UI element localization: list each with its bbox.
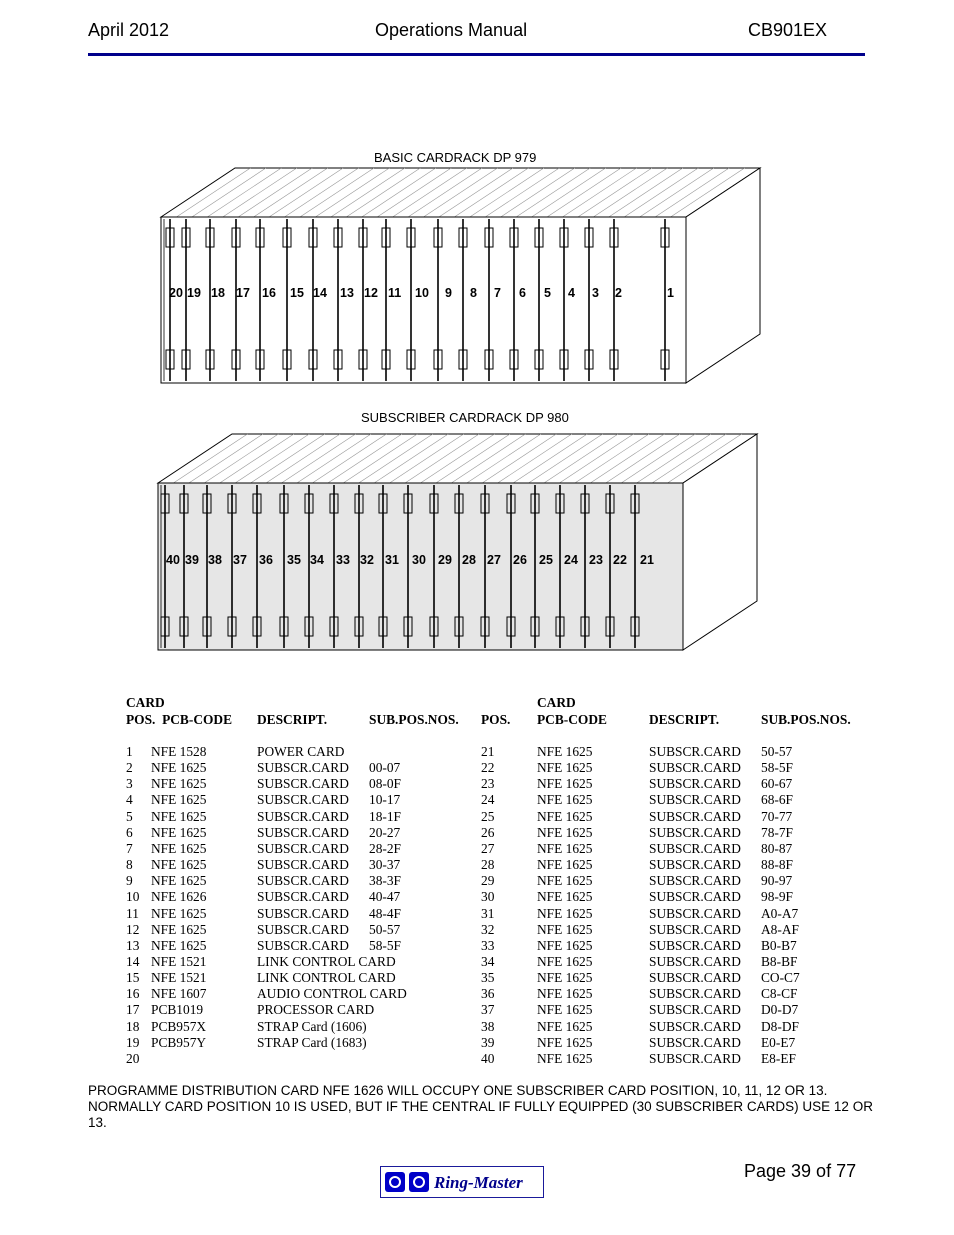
cell-pos: 17 [126,1002,140,1018]
slot-number: 14 [313,286,327,300]
cell-pcb: NFE 1625 [537,1002,593,1018]
header-descript-right: DESCRIPT. [649,712,720,727]
header-subpos-left: SUB.POS.NOS. [369,712,459,727]
cell-subpos: C8-CF [761,986,798,1002]
cell-descript: SUBSCR.CARD [649,889,741,905]
cell-pos: 16 [126,986,140,1002]
slot-number: 8 [470,286,477,300]
cell-pos: 14 [126,953,140,969]
slot-number: 18 [211,286,225,300]
cell-pos: 28 [481,857,495,873]
cell-pcb: PCB957Y [151,1034,207,1050]
cell-pos: 6 [126,824,133,840]
cell-subpos: A8-AF [761,921,799,937]
cell-subpos: 28-2F [369,840,401,856]
cell-pcb: NFE 1625 [151,937,207,953]
cell-descript: SUBSCR.CARD [649,986,741,1002]
cell-descript: PROCESSOR CARD [257,1002,375,1018]
cell-descript: SUBSCR.CARD [257,937,349,953]
slot-number: 16 [262,286,276,300]
slot-number: 20 [169,286,183,300]
cell-descript: SUBSCR.CARD [649,824,741,840]
subscriber-cardrack-diagram [150,433,770,655]
slot-number: 22 [613,553,627,567]
cell-pcb: NFE 1625 [151,921,207,937]
cell-descript: SUBSCR.CARD [257,840,349,856]
cell-pcb: NFE 1625 [537,760,593,776]
cell-pcb: NFE 1625 [537,792,593,808]
cell-pcb: PCB957X [151,1018,207,1034]
cell-subpos: D0-D7 [761,1002,799,1018]
cell-subpos: 60-67 [761,776,793,792]
cell-pcb: NFE 1625 [537,744,593,759]
slot-number: 1 [667,286,674,300]
cell-descript: SUBSCR.CARD [649,905,741,921]
cell-pos: 10 [126,889,140,905]
header-date: April 2012 [88,20,170,40]
slot-number: 6 [519,286,526,300]
cell-pos: 8 [126,857,133,873]
cell-descript: SUBSCR.CARD [649,1002,741,1018]
cell-pcb: NFE 1625 [537,1050,593,1066]
distribution-card-note: PROGRAMME DISTRIBUTION CARD NFE 1626 WILL OCCUPY ONE SUBSCRIBER CARD POSITION, 10, 11, 12 OR 13. NORMALLY CARD POSITION 10 IS USED, BUT IF THE CENTRAL IF FULLY EQUIPPED (30 SUBSCRIBER CARDS) USE 12 OR 13. [88,1083,873,1130]
cell-descript: SUBSCR.CARD [649,857,741,873]
slot-number: 11 [388,286,402,300]
header-pos-right: POS. [481,712,511,727]
cell-subpos: 40-47 [369,889,401,905]
cell-pcb: NFE 1625 [537,776,593,792]
cell-subpos: B8-BF [761,953,798,969]
cell-pcb: PCB1019 [151,1002,204,1018]
cell-subpos: 80-87 [761,840,793,856]
cell-descript: SUBSCR.CARD [257,857,349,873]
cell-pcb: NFE 1625 [537,1018,593,1034]
slot-number: 19 [187,286,201,300]
cell-subpos: 50-57 [761,744,793,759]
cell-pos: 15 [126,970,140,986]
cell-pos: 27 [481,840,495,856]
cell-descript: SUBSCR.CARD [257,824,349,840]
cell-pcb: NFE 1625 [537,986,593,1002]
cell-descript: SUBSCR.CARD [649,808,741,824]
cell-subpos: B0-B7 [761,937,797,953]
cell-pcb: NFE 1521 [151,953,207,969]
logo-ring-icon [385,1172,405,1192]
slot-number: 9 [445,286,452,300]
cell-subpos: CO-C7 [761,970,800,986]
cell-pos: 38 [481,1018,495,1034]
cell-descript: SUBSCR.CARD [649,792,741,808]
header-card-left: CARD [126,695,165,710]
cell-pos: 37 [481,1002,495,1018]
cell-subpos: 88-8F [761,857,793,873]
cell-pcb: NFE 1607 [151,986,207,1002]
slot-number: 2 [615,286,622,300]
slot-number: 3 [592,286,599,300]
cell-subpos: 50-57 [369,921,401,937]
slot-number: 33 [336,553,350,567]
cell-pos: 29 [481,873,495,889]
cell-pos: 3 [126,776,133,792]
cell-descript: SUBSCR.CARD [257,873,349,889]
cell-pos: 39 [481,1034,495,1050]
cell-pos: 21 [481,744,495,759]
cell-subpos: 70-77 [761,808,793,824]
cell-descript: SUBSCR.CARD [257,921,349,937]
cell-pcb: NFE 1625 [151,776,207,792]
page-number: Page 39 of 77 [744,1161,857,1181]
slot-number: 27 [487,553,501,567]
slot-number: 15 [290,286,304,300]
cell-subpos: 48-4F [369,905,401,921]
cell-pcb: NFE 1625 [151,824,207,840]
slot-number: 5 [544,286,551,300]
slot-number: 37 [233,553,247,567]
cell-descript: SUBSCR.CARD [649,840,741,856]
cell-descript: SUBSCR.CARD [257,905,349,921]
cell-subpos: D8-DF [761,1018,799,1034]
cell-pos: 7 [126,840,133,856]
cell-descript: SUBSCR.CARD [257,889,349,905]
cell-pcb: NFE 1625 [537,921,593,937]
cell-subpos: A0-A7 [761,905,799,921]
cell-pcb: NFE 1625 [151,857,207,873]
cell-descript: POWER CARD [257,744,345,759]
cell-subpos: E8-EF [761,1050,796,1066]
slot-number: 31 [385,553,399,567]
slot-number: 13 [340,286,354,300]
header-model: CB901EX [748,20,828,40]
cell-pos: 23 [481,776,495,792]
cell-descript: SUBSCR.CARD [649,744,741,759]
cell-descript: SUBSCR.CARD [649,937,741,953]
cell-subpos: 18-1F [369,808,401,824]
header-descript-left: DESCRIPT. [257,712,328,727]
cell-pos: 19 [126,1034,140,1050]
cell-descript: SUBSCR.CARD [649,970,741,986]
cell-descript: SUBSCR.CARD [257,808,349,824]
cell-pos: 20 [126,1050,140,1066]
slot-number: 21 [640,553,654,567]
cell-descript: SUBSCR.CARD [649,760,741,776]
cell-pos: 30 [481,889,495,905]
cell-descript: STRAP Card (1606) [257,1018,367,1034]
basic-cardrack-diagram [150,168,770,388]
cell-pos: 1 [126,744,133,759]
cell-pos: 34 [481,953,495,969]
cell-pos: 5 [126,808,133,824]
cell-pos: 22 [481,760,495,776]
cell-pcb: NFE 1625 [537,857,593,873]
slot-number: 36 [259,553,273,567]
cell-descript: SUBSCR.CARD [649,1018,741,1034]
cell-pcb: NFE 1625 [537,970,593,986]
slot-number: 32 [360,553,374,567]
cell-pcb: NFE 1625 [151,873,207,889]
cell-pos: 35 [481,970,495,986]
cell-subpos: 20-27 [369,824,401,840]
cell-pcb: NFE 1625 [537,889,593,905]
cell-subpos: 30-37 [369,857,401,873]
cell-pos: 40 [481,1050,495,1066]
slot-number: 17 [236,286,250,300]
cell-pcb: NFE 1625 [151,808,207,824]
slot-number: 24 [564,553,578,567]
cell-pcb: NFE 1521 [151,970,207,986]
slot-number: 40 [166,553,180,567]
header-rule [88,53,865,56]
cell-subpos: 58-5F [369,937,401,953]
logo-text: Ring-Master [434,1173,523,1192]
cell-subpos: 98-9F [761,889,793,905]
cell-pos: 31 [481,905,495,921]
cell-pos: 12 [126,921,140,937]
cell-subpos: 78-7F [761,824,793,840]
cell-descript: STRAP Card (1683) [257,1034,367,1050]
cell-pcb: NFE 1625 [151,792,207,808]
cell-descript: SUBSCR.CARD [257,792,349,808]
slot-number: 12 [364,286,378,300]
cell-pcb: NFE 1528 [151,744,207,759]
slot-number: 35 [287,553,301,567]
slot-number: 26 [513,553,527,567]
cell-descript: SUBSCR.CARD [257,760,349,776]
cell-pos: 4 [126,792,133,808]
cell-pos: 13 [126,937,140,953]
slot-number: 23 [589,553,603,567]
cell-pos: 2 [126,760,133,776]
cell-descript: LINK CONTROL CARD [257,953,396,969]
subscriber-cardrack-title: SUBSCRIBER CARDRACK DP 980 [361,410,569,425]
slot-number: 25 [539,553,553,567]
cell-pcb: NFE 1625 [537,824,593,840]
cell-pos: 26 [481,824,495,840]
cell-descript: AUDIO CONTROL CARD [257,986,407,1002]
slot-number: 34 [310,553,324,567]
header-pos-pcb-left: POS. PCB-CODE [126,712,233,727]
cell-pcb: NFE 1625 [537,808,593,824]
cell-subpos: E0-E7 [761,1034,796,1050]
cell-pcb: NFE 1625 [151,760,207,776]
cell-subpos: 90-97 [761,873,793,889]
cell-pcb: NFE 1625 [537,1034,593,1050]
cell-pcb: NFE 1626 [151,889,207,905]
cell-descript: SUBSCR.CARD [649,921,741,937]
header-title: Operations Manual [375,20,528,40]
slot-number: 29 [438,553,452,567]
basic-cardrack-title: BASIC CARDRACK DP 979 [374,150,537,165]
header-pcb-right: PCB-CODE [537,712,607,727]
cell-subpos: 00-07 [369,760,401,776]
cell-subpos: 58-5F [761,760,793,776]
slot-number: 28 [462,553,476,567]
ring-master-logo [380,1166,544,1198]
cell-pos: 24 [481,792,495,808]
header-card-right: CARD [537,695,576,710]
cell-pcb: NFE 1625 [151,840,207,856]
cell-pcb: NFE 1625 [537,873,593,889]
cell-subpos: 38-3F [369,873,401,889]
slot-number: 10 [415,286,429,300]
cell-descript: SUBSCR.CARD [649,1050,741,1066]
cell-descript: SUBSCR.CARD [649,776,741,792]
slot-number: 7 [494,286,501,300]
cell-pcb: NFE 1625 [537,840,593,856]
cell-descript: SUBSCR.CARD [649,953,741,969]
cell-subpos: 68-6F [761,792,793,808]
cell-pcb: NFE 1625 [537,937,593,953]
cell-pos: 18 [126,1018,140,1034]
cell-pos: 9 [126,873,133,889]
cell-subpos: 10-17 [369,792,401,808]
cell-descript: SUBSCR.CARD [649,1034,741,1050]
cell-pcb: NFE 1625 [537,953,593,969]
cell-pos: 33 [481,937,495,953]
slot-number: 4 [568,286,575,300]
header-subpos-right: SUB.POS.NOS. [761,712,851,727]
cell-subpos: 08-0F [369,776,401,792]
cell-pcb: NFE 1625 [537,905,593,921]
slot-number: 39 [185,553,199,567]
cell-pcb: NFE 1625 [151,905,207,921]
cell-descript: LINK CONTROL CARD [257,970,396,986]
cell-pos: 36 [481,986,495,1002]
logo-ring-icon [409,1172,429,1192]
cell-pos: 25 [481,808,495,824]
slot-number: 30 [412,553,426,567]
cell-pos: 11 [126,905,139,921]
cell-descript: SUBSCR.CARD [649,873,741,889]
slot-number: 38 [208,553,222,567]
cell-descript: SUBSCR.CARD [257,776,349,792]
cell-pos: 32 [481,921,495,937]
